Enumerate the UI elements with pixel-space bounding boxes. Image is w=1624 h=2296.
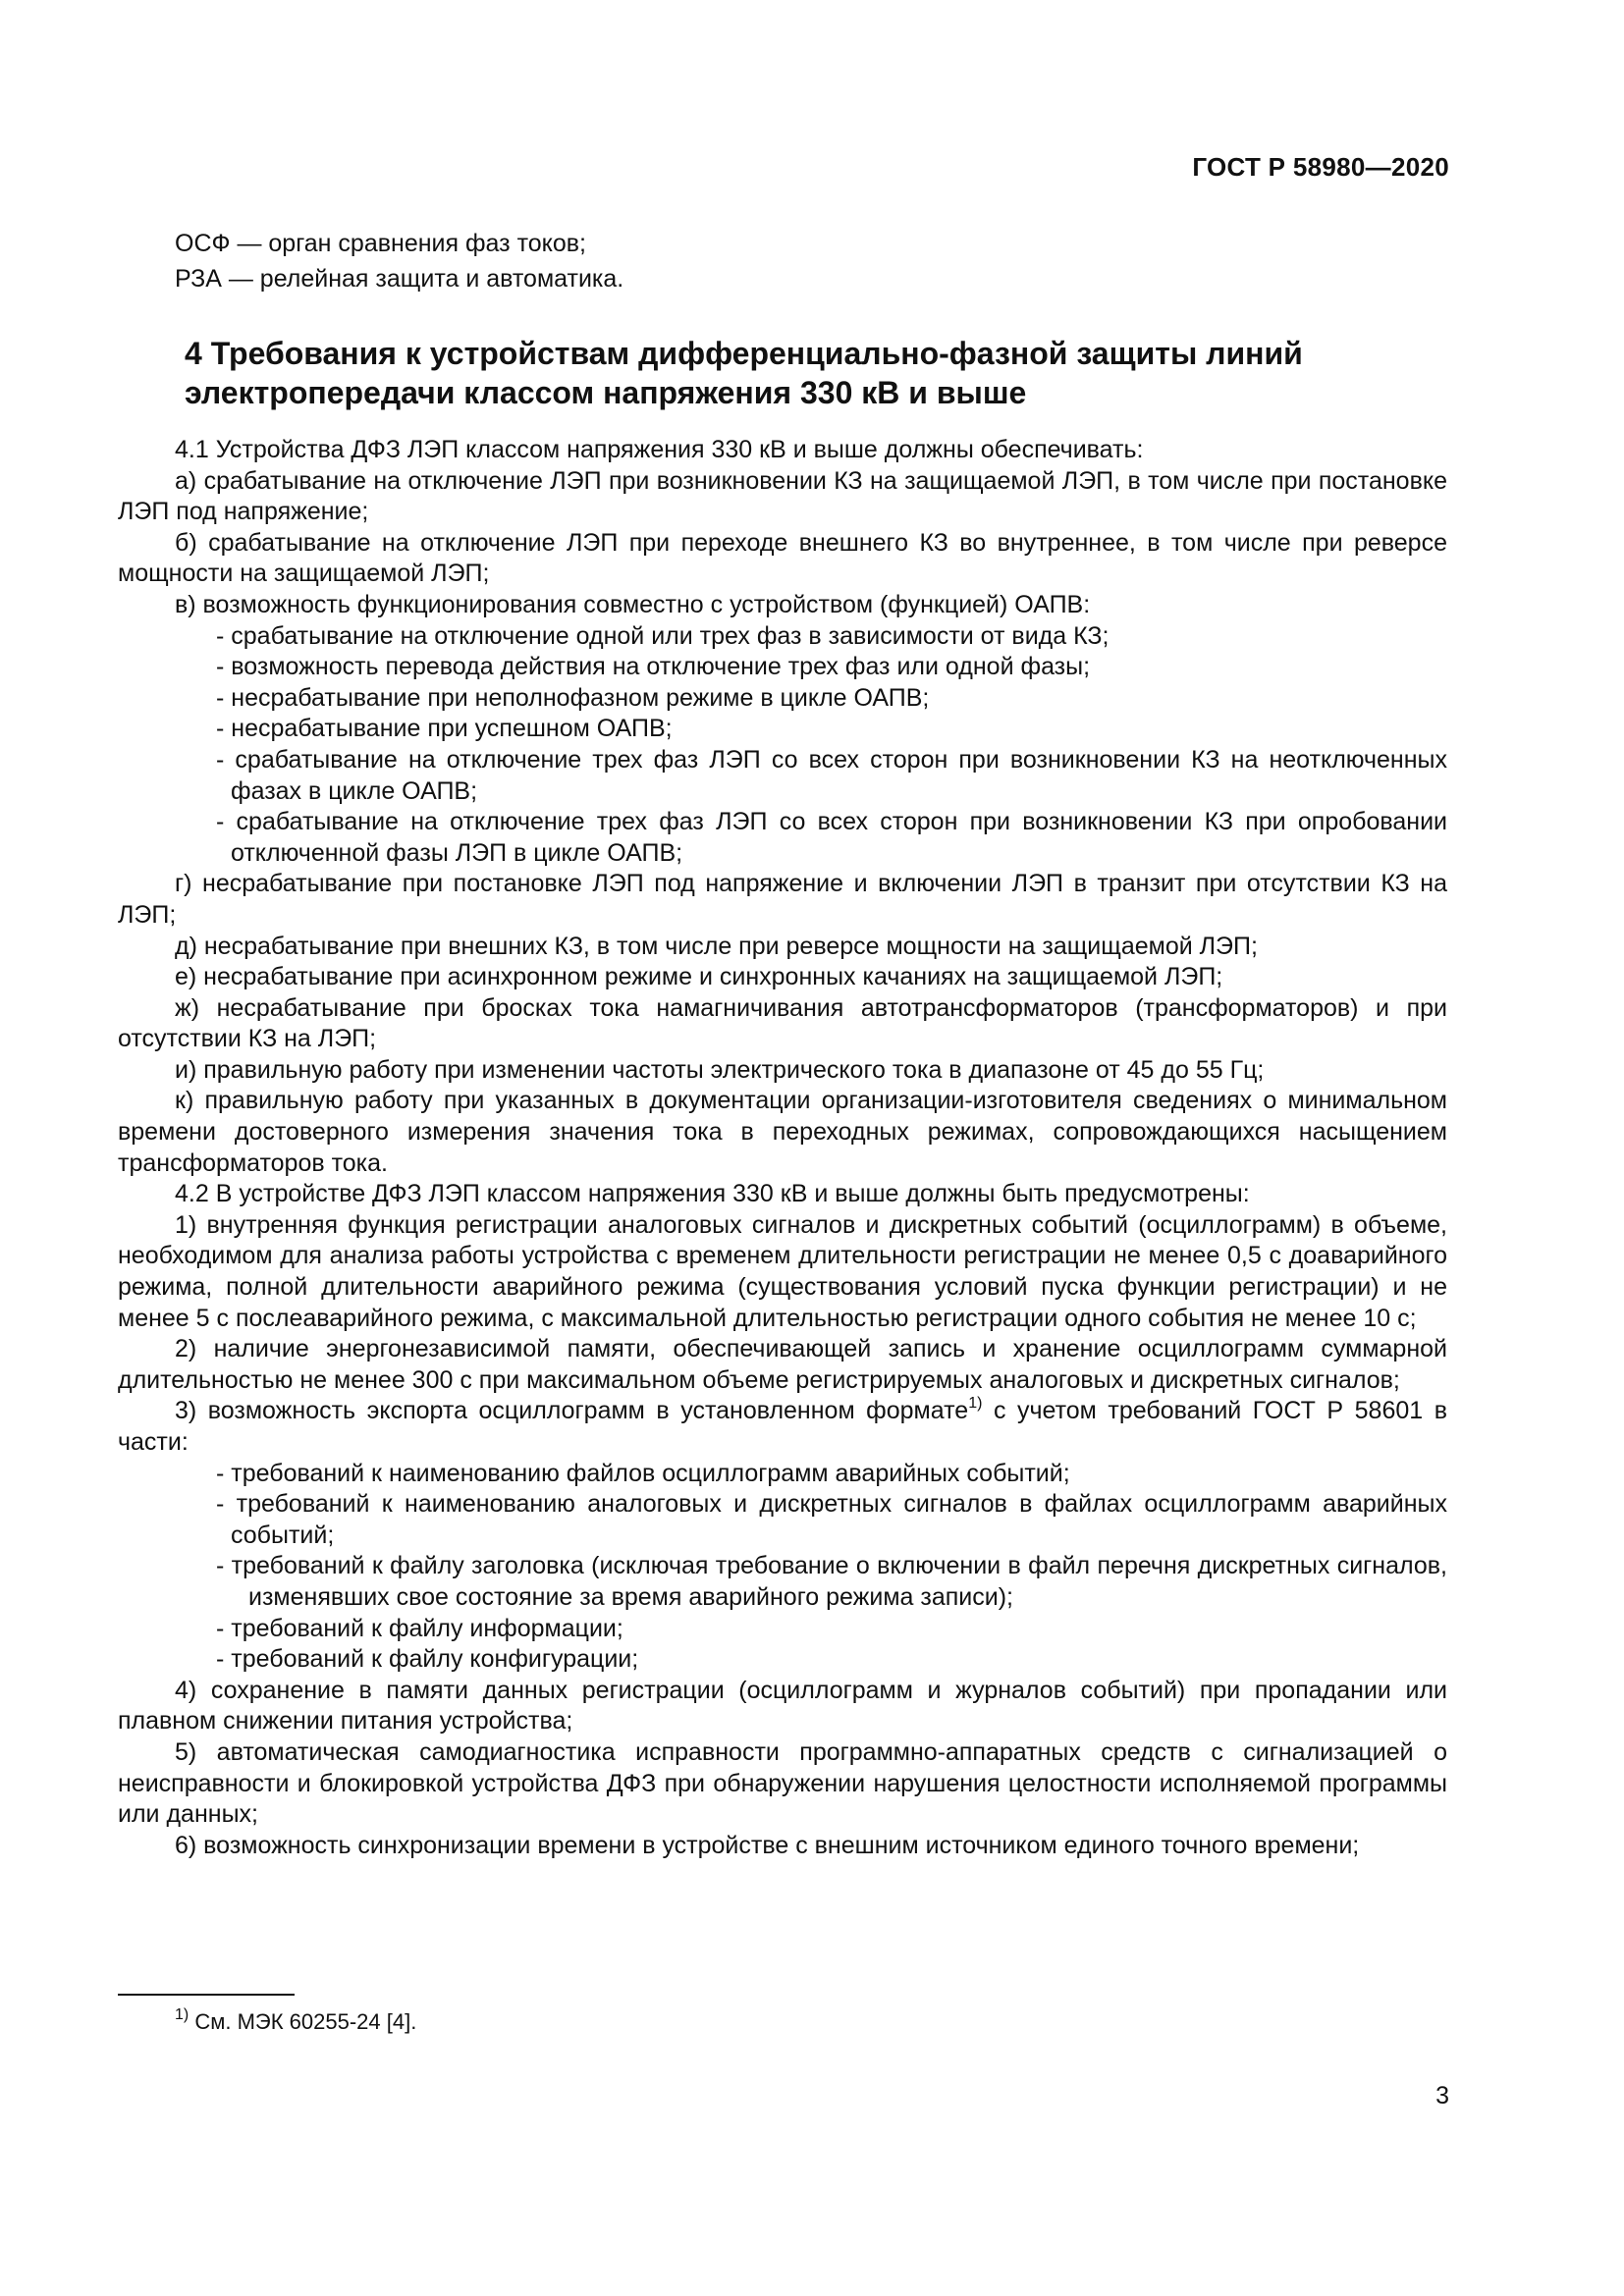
numbered-item-6: 6) возможность синхронизации времени в устройстве с внешним источником единого точного времени; (175, 1831, 1360, 1859)
footnote-reference: 1) (968, 1395, 983, 1413)
abbreviations-list (175, 226, 623, 296)
abbreviation-item: РЗА — релейная защита и автоматика. (175, 265, 624, 293)
item-e: е) несрабатывание при асинхронном режиме и синхронных качаниях на защищаемой ЛЭП; (175, 963, 1223, 991)
item-i: и) правильную работу при изменении частоты электрического тока в диапазоне от 45 до 55 Гц; (175, 1055, 1265, 1084)
dash-item: - несрабатывание при успешном ОАПВ; (216, 715, 673, 743)
item-k: к) правильную работу при указанных в документации организации-изготовителя сведениях о минимальном времени достоверного измерения значения тока в переходных режимах, сопровождающихся насыщением трансформаторов тока. (118, 1087, 1447, 1177)
dash-item: - возможность перевода действия на отключение трех фаз или одной фазы; (216, 653, 1091, 681)
item-v: в) возможность функционирования совместно с устройством (функцией) ОАПВ: (175, 590, 1091, 618)
footnote-marker: 1) (175, 2005, 189, 2023)
document-code: ГОСТ Р 58980—2020 (1192, 152, 1449, 182)
dash-item: - требований к файлу информации; (216, 1614, 623, 1642)
clause-4-1: 4.1 Устройства ДФЗ ЛЭП классом напряжения 330 кВ и выше должны обеспечивать: (175, 436, 1144, 463)
item-zh: ж) несрабатывание при бросках тока намагничивания автотрансформаторов (трансформаторов) и при отсутствии КЗ на ЛЭП; (118, 993, 1447, 1053)
numbered-item-5: 5) автоматическая самодиагностика исправности программно-аппаратных средств с сигнализацией о неисправности и блокировкой устройства ДФЗ при обнаружении нарушения целостности исполняемой программы или данных; (118, 1737, 1447, 1829)
footnote-text: См. МЭК 60255-24 [4]. (189, 2009, 417, 2034)
dash-item: - срабатывание на отключение трех фаз ЛЭП со всех сторон при возникновении КЗ на неотключенных фазах в цикле ОАПВ; (216, 745, 1447, 805)
dash-item: - несрабатывание при неполнофазном режиме в цикле ОАПВ; (216, 683, 930, 712)
item-g: г) несрабатывание при постановке ЛЭП под напряжение и включении ЛЭП в транзит при отсутствии КЗ на ЛЭП; (118, 870, 1447, 929)
numbered-item-3-text: 3) возможность экспорта осциллограмм в установленном формате (175, 1397, 969, 1425)
clause-4-2: 4.2 В устройстве ДФЗ ЛЭП классом напряжения 330 кВ и выше должны быть предусмотрены: (175, 1180, 1250, 1208)
page-number: 3 (1435, 2082, 1449, 2109)
item-d: д) несрабатывание при внешних КЗ, в том числе при реверсе мощности на защищаемой ЛЭП; (175, 932, 1258, 960)
numbered-item-3 (118, 1396, 1447, 1458)
footnote (175, 2007, 416, 2037)
numbered-item-4: 4) сохранение в памяти данных регистрации (осциллограмм и журналов событий) при пропадании или плавном снижении питания устройства; (118, 1676, 1447, 1735)
dash-item: - требований к наименованию аналоговых и дискретных сигналов в файлах осциллограмм аварийных событий; (216, 1490, 1447, 1549)
dash-item: - требований к наименованию файлов осциллограмм аварийных событий; (216, 1459, 1070, 1487)
numbered-item-3-text-end: с учетом требований ГОСТ Р 58601 в части: (118, 1397, 1447, 1456)
dash-item: - требований к файлу заголовка (исключая требование о включении в файл перечня дискретных сигналов, изменявших свое состояние за время аварийного режима записи); (216, 1552, 1447, 1611)
abbreviation-item: ОСФ — орган сравнения фаз токов; (175, 230, 587, 257)
section-title: 4 Требования к устройствам дифференциально-фазной защиты линий электропередачи классом напряжения 330 кВ и выше (185, 336, 1303, 410)
numbered-item-1: 1) внутренняя функция регистрации аналоговых сигналов и дискретных событий (осциллограмм) в объеме, необходимом для анализа работы устройства с временем длительности регистрации не менее 0,5 с доаварийного режима, полной длительности аварийного режима (существования условий пуска функции регистрации) и не менее 5 с послеаварийного режима, с максимальной длительностью регистрации одного события не менее 10 с; (118, 1210, 1447, 1332)
footnote-divider (118, 1994, 295, 1996)
item-b: б) срабатывание на отключение ЛЭП при переходе внешнего КЗ во внутреннее, в том числе при реверсе мощности на защищаемой ЛЭП; (118, 528, 1447, 588)
numbered-item-2: 2) наличие энергонезависимой памяти, обеспечивающей запись и хранение осциллограмм суммарной длительностью не менее 300 с при максимальном объеме регистрируемых аналоговых и дискретных сигналов; (118, 1335, 1447, 1394)
dash-item: - срабатывание на отключение трех фаз ЛЭП со всех сторон при возникновении КЗ при опробовании отключенной фазы ЛЭП в цикле ОАПВ; (216, 808, 1447, 867)
dash-item: - срабатывание на отключение одной или трех фаз в зависимости от вида КЗ; (216, 621, 1110, 650)
item-a: а) срабатывание на отключение ЛЭП при возникновении КЗ на защищаемой ЛЭП, в том числе при постановке ЛЭП под напряжение; (118, 466, 1447, 526)
dash-item: - требований к файлу конфигурации; (216, 1645, 639, 1674)
section-body (118, 435, 1447, 1861)
